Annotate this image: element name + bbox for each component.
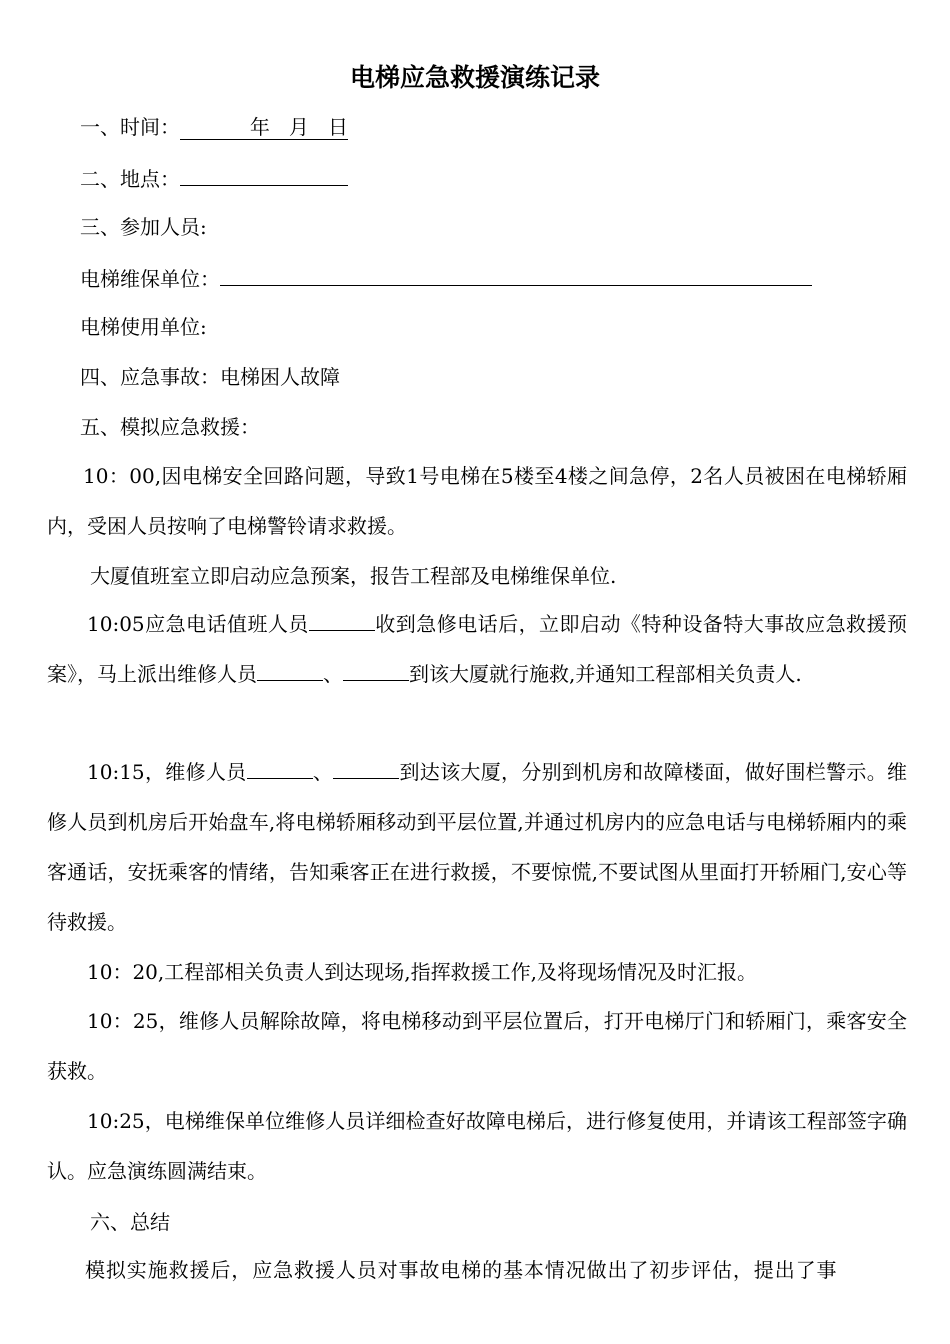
simulation-label: 五、模拟应急救援：	[80, 415, 260, 439]
p4-text-a: 10:15，维修人员	[87, 760, 247, 784]
repair-person-blank-3	[247, 756, 313, 779]
place-line	[80, 163, 348, 193]
paragraph-2: 大厦值班室立即启动应急预案，报告工程部及电梯维保单位.	[90, 564, 617, 588]
p4-text-b: 、	[312, 760, 334, 784]
p4-text-c: 到达该大厦，分别到机房和故障楼面，做好围栏警示。维修人员到机房后开始盘车,将电梯轿厢移动到平层位置,并通过机房内的应急电话与电梯轿厢内的乘客通话，安抚乘客的情绪，告知乘客正在进行救援，不要惊慌,不要试图从里面打开轿厢门,安心等待救援。	[47, 760, 908, 934]
duty-person-blank	[309, 608, 375, 631]
summary-label: 六、总结	[90, 1210, 170, 1234]
maint-unit-blank	[220, 263, 812, 286]
time-value: 年 月 日	[180, 115, 348, 140]
repair-person-blank-1	[257, 658, 323, 681]
time-label: 一、时间：	[80, 115, 180, 139]
user-unit-label: 电梯使用单位:	[80, 315, 207, 339]
repair-person-blank-2	[343, 658, 409, 681]
p3-text-a: 10:05应急电话值班人员	[87, 612, 309, 636]
paragraph-1: 10：00,因电梯安全回路问题，导致1号电梯在5楼至4楼之间急停，2名人员被困在电梯轿厢内，受困人员按响了电梯警铃请求救援。	[47, 464, 907, 538]
paragraph-7: 10:25，电梯维保单位维修人员详细检查好故障电梯后，进行修复使用，并请该工程部签字确认。应急演练圆满结束。	[47, 1109, 907, 1183]
paragraph-8: 模拟实施救援后，应急救援人员对事故电梯的基本情况做出了初步评估，提出了事	[85, 1258, 838, 1282]
time-line	[80, 113, 348, 141]
p3-text-b: 收到急修电话后，立即启动《特种设备特大事故应急救援预案》，马上派出维修人员	[47, 612, 907, 686]
participants-label: 三、参加人员:	[80, 215, 207, 239]
place-label: 二、地点：	[80, 167, 180, 191]
paragraph-4	[47, 747, 907, 947]
document-title: 电梯应急救援演练记录	[349, 63, 600, 92]
paragraph-6: 10：25，维修人员解除故障，将电梯移动到平层位置后，打开电梯厅门和轿厢门，乘客安全获救。	[47, 1009, 907, 1083]
place-blank	[180, 163, 348, 186]
maint-unit-line	[80, 263, 812, 293]
maint-unit-label: 电梯维保单位：	[80, 267, 220, 291]
paragraph-3	[47, 599, 907, 699]
paragraph-5: 10：20,工程部相关负责人到达现场,指挥救援工作,及将现场情况及时汇报。	[87, 960, 757, 984]
p3-text-d: 到该大厦就行施救,并通知工程部相关负责人.	[409, 662, 802, 686]
accident-label: 四、应急事故：电梯困人故障	[80, 365, 340, 389]
repair-person-blank-4	[333, 756, 399, 779]
p3-text-c: 、	[323, 662, 343, 686]
